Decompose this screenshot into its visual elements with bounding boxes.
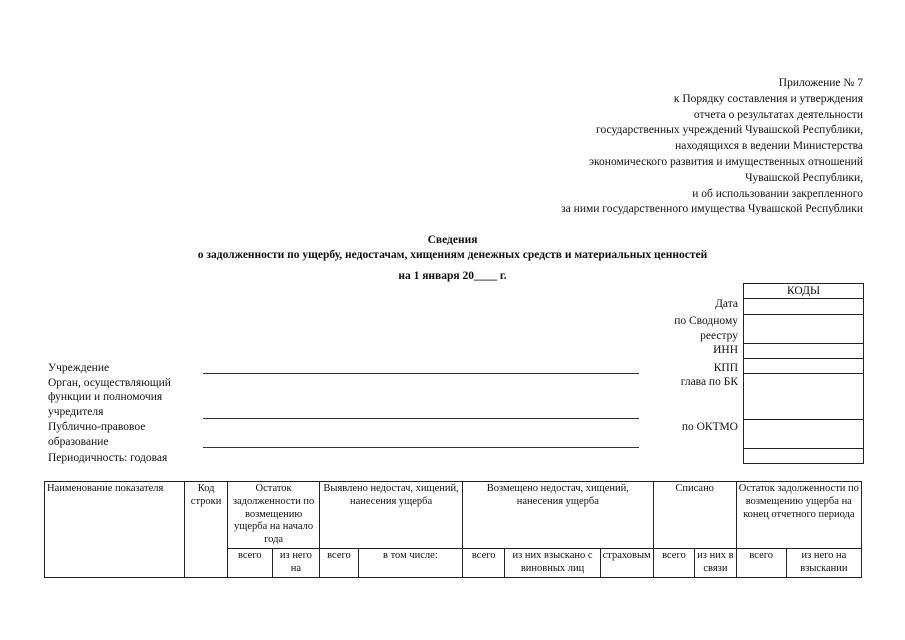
field-line-institution[interactable]	[203, 373, 639, 374]
document-title	[0, 233, 905, 284]
codes-label-kpp: КПП	[713, 362, 738, 374]
appendix-line: и об использовании закрепленного	[692, 187, 863, 200]
sub-header-total: всего	[653, 548, 694, 577]
col-header-code: Код строки	[185, 482, 228, 578]
field-line-public[interactable]	[203, 447, 639, 448]
title-line-2: о задолженности по ущербу, недостачам, хищениям денежных средств и материальных ценностей	[197, 249, 708, 261]
col-header-start: Остаток задолженности по возмещению ущерба на начало года	[227, 482, 319, 549]
col-header-found: Выявлено недостач, хищений, нанесения ущерба	[320, 482, 463, 549]
codes-header: КОДЫ	[744, 284, 864, 299]
codes-table	[743, 283, 864, 464]
appendix-line: Приложение № 7	[778, 77, 863, 89]
appendix-line: за ними государственного имущества Чувашской Республики	[561, 203, 863, 216]
appendix-line: Чувашской Республики,	[745, 171, 863, 184]
field-label-institution: Учреждение	[48, 362, 110, 374]
field-label-organ-2: функции и полномочия	[48, 391, 163, 403]
sub-header-including: в том числе:	[358, 548, 462, 577]
field-line-organ[interactable]	[203, 418, 639, 419]
appendix-header	[561, 76, 863, 218]
code-cell-registry[interactable]	[744, 315, 864, 344]
sub-header-due: из них в связи	[695, 548, 737, 577]
codes-label-inn: ИНН	[713, 344, 738, 356]
code-cell-inn[interactable]	[744, 344, 864, 359]
sub-header-of-them: из него на	[272, 548, 320, 577]
codes-label-date: Дата	[715, 298, 738, 310]
code-cell-kpp[interactable]	[744, 359, 864, 374]
col-header-written-off: Списано	[653, 482, 736, 549]
codes-label-bk: глава по БК	[680, 376, 738, 388]
main-table	[44, 481, 862, 578]
col-header-end: Остаток задолженности по возмещению ущерба на конец отчетного периода	[736, 482, 861, 549]
appendix-line: государственных учреждений Чувашской Республики,	[596, 124, 863, 137]
sub-header-recovered: из них взыскано с виновных лиц	[505, 548, 600, 577]
codes-label-registry-2: реестру	[700, 330, 738, 342]
field-label-public-2: образование	[48, 436, 109, 448]
sub-header-insurance: страховым	[600, 548, 653, 577]
code-cell-periodicity[interactable]	[744, 449, 864, 464]
codes-label-registry-1: по Сводному	[674, 315, 738, 327]
field-label-organ-3: учредителя	[48, 406, 104, 418]
codes-label-oktmo: по ОКТМО	[681, 421, 738, 433]
col-header-reimbursed: Возмещено недостач, хищений, нанесения ущерба	[462, 482, 653, 549]
title-line-1: Сведения	[427, 234, 478, 246]
appendix-line: находящихся в ведении Министерства	[675, 140, 863, 153]
code-cell-bk[interactable]	[744, 374, 864, 420]
sub-header-total: всего	[462, 548, 504, 577]
appendix-line: экономического развития и имущественных отношений	[589, 155, 863, 168]
col-header-name: Наименование показателя	[45, 482, 185, 578]
appendix-line: к Порядку составления и утверждения	[673, 92, 863, 105]
field-label-organ-1: Орган, осуществляющий	[48, 377, 171, 389]
appendix-line: отчета о результатах деятельности	[693, 108, 863, 121]
sub-header-collection: из него на взыскании	[786, 548, 861, 577]
code-cell-date[interactable]	[744, 299, 864, 315]
title-line-3: на 1 января 20____ г.	[398, 270, 507, 282]
sub-header-total: всего	[227, 548, 272, 577]
field-label-public-1: Публично-правовое	[48, 421, 146, 433]
sub-header-total: всего	[736, 548, 786, 577]
field-label-periodicity: Периодичность: годовая	[48, 452, 168, 464]
code-cell-oktmo[interactable]	[744, 420, 864, 449]
sub-header-total: всего	[320, 548, 359, 577]
